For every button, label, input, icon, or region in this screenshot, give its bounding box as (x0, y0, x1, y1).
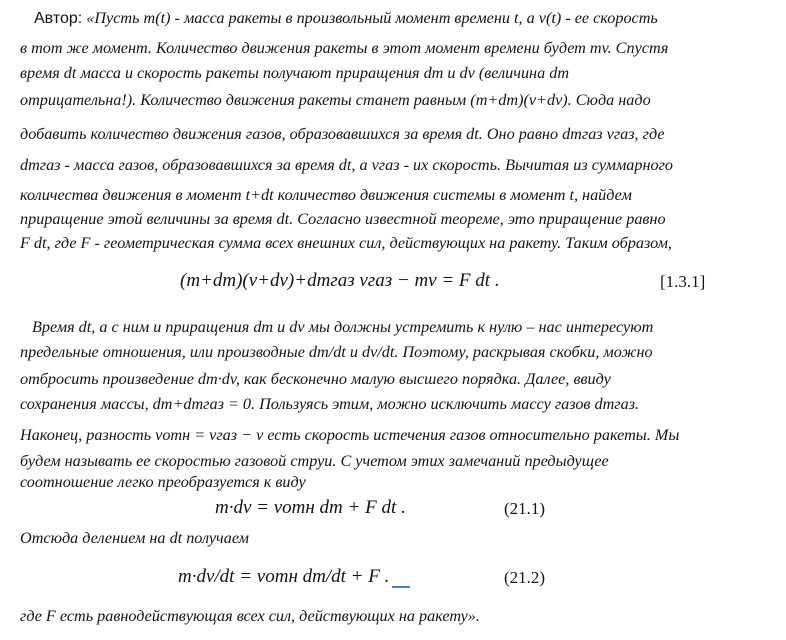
text-line-9: F dt, где F - геометрическая сумма всех внешних сил, действующих на ракету. Таким образом, (20, 234, 672, 252)
text-line-8: приращение этой величины за время dt. Согласно известной теореме, это приращение равно (20, 210, 666, 228)
text-line-2: в тот же момент. Количество движения ракеты в этот момент времени будет mv. Спустя (20, 39, 669, 57)
line-1-text: «Пусть m(t) - масса ракеты в произвольный момент времени t, а v(t) - ее скорость (86, 9, 658, 27)
text-line-17: Отсюда делением на dt получаем (20, 529, 249, 547)
text-line-1 (34, 8, 658, 29)
text-line-15: будем называть ее скоростью газовой струи. С учетом этих замечаний предыдущее (20, 452, 609, 470)
text-line-11: предельные отношения, или производные dm/dt и dv/dt. Поэтому, раскрывая скобки, можно (20, 343, 653, 361)
text-line-12: отбросить произведение dm·dv, как бесконечно малую высшего порядка. Далее, ввиду (20, 370, 611, 388)
equation-number-1-3-1: [1.3.1] (660, 272, 706, 291)
text-line-6: dmгаз - масса газов, образовавшихся за время dt, а vгаз - их скорость. Вычитая из суммарного (20, 156, 673, 174)
equation-number-21-2: (21.2) (504, 568, 546, 587)
text-line-18: где F есть равнодействующая всех сил, действующих на ракету». (20, 607, 480, 625)
equation-21-2 (178, 566, 410, 588)
text-line-3: время dt масса и скорость ракеты получают приращения dm и dv (величина dm (20, 64, 570, 82)
text-line-5: добавить количество движения газов, образовавшихся за время dt. Оно равно dmгаз vгаз, где (20, 125, 665, 143)
equation-number-21-1: (21.1) (504, 499, 546, 518)
text-line-4: отрицательна!). Количество движения ракеты станет равным (m+dm)(v+dv). Сюда надо (20, 91, 651, 109)
author-label: Автор: (34, 10, 83, 27)
equation-21-1: m·dv = vотн dm + F dt . (215, 497, 406, 518)
text-line-7: количества движения в момент t+dt количество движения системы в момент t, найдем (20, 186, 632, 204)
text-cursor-marker (392, 586, 410, 588)
equation-21-2-text: m·dv/dt = vотн dm/dt + F . (178, 566, 390, 587)
text-line-14: Наконец, разность vотн = vгаз − v есть скорость истечения газов относительно ракеты. Мы (20, 426, 680, 444)
text-line-10: Время dt, а с ним и приращения dm и dv мы должны устремить к нулю – нас интересуют (32, 318, 654, 336)
text-line-13: сохранения массы, dm+dmгаз = 0. Пользуясь этим, можно исключить массу газов dmгаз. (20, 395, 640, 413)
text-line-16: соотношение легко преобразуется к виду (20, 473, 306, 491)
equation-1-3-1: (m+dm)(v+dv)+dmгаз vгаз − mv = F dt . (180, 270, 500, 291)
